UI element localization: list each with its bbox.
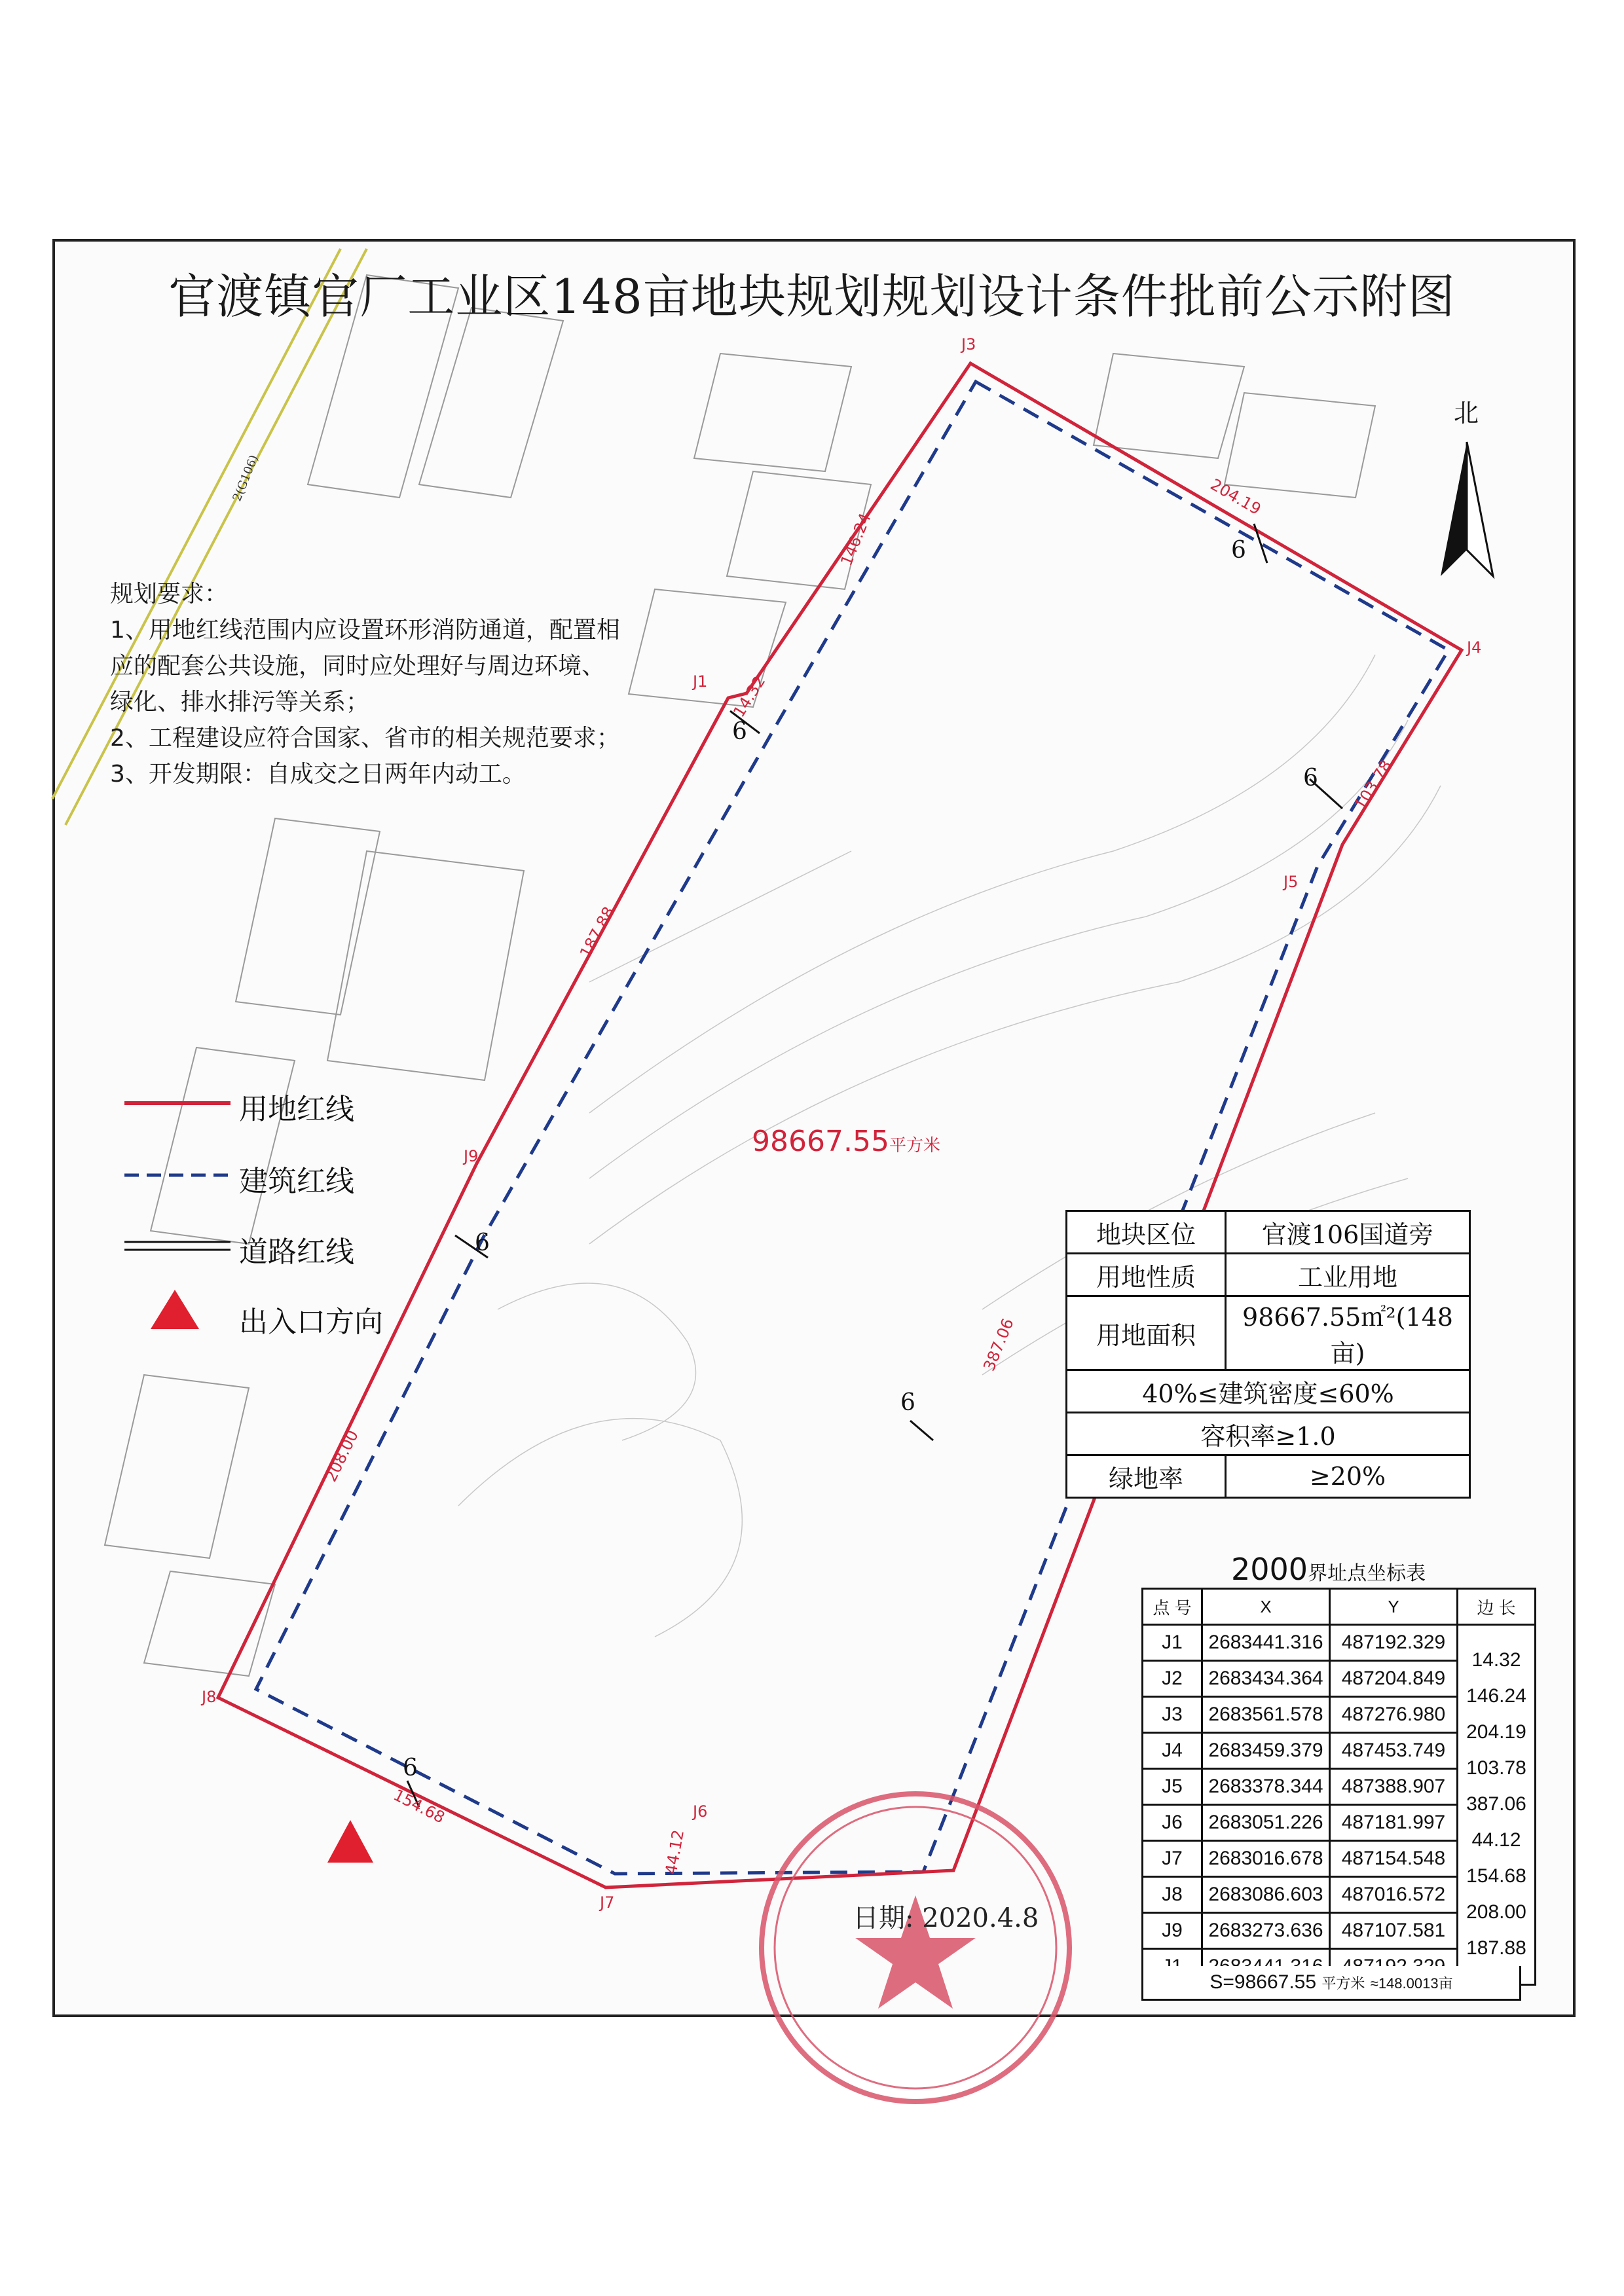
table-cell: 用地面积 (1067, 1296, 1226, 1370)
column-header: 边 长 (1458, 1589, 1536, 1625)
table-cell: 2683051.226 (1202, 1805, 1330, 1841)
edge-length: 187.88 (1458, 1937, 1534, 1959)
coord-title-year: 2000 (1231, 1552, 1308, 1587)
table-cell: 487276.980 (1330, 1697, 1458, 1733)
edge-length: 204.19 (1458, 1721, 1534, 1743)
table-cell: J9 (1143, 1913, 1202, 1949)
edge-length-cell (1458, 1625, 1536, 1671)
legend-item-boundary (121, 1079, 449, 1125)
road-label: 2(G106) (230, 453, 261, 503)
table-cell: 2683378.344 (1202, 1769, 1330, 1805)
point-label: J9 (464, 1147, 479, 1165)
land-info-table (1065, 1210, 1471, 1499)
table-row (1143, 1697, 1536, 1733)
table-row (1067, 1455, 1470, 1498)
table-cell: ≥20% (1226, 1455, 1470, 1498)
edge-length-cell (1458, 1841, 1536, 1887)
setback-label: 6 (1303, 765, 1318, 792)
table-row (1067, 1370, 1470, 1413)
setback-label: 6 (1231, 537, 1246, 564)
table-cell: J8 (1143, 1877, 1202, 1913)
north-label: 北 (1454, 399, 1479, 428)
point-label: J4 (1467, 638, 1482, 657)
table-cell: 2683016.678 (1202, 1841, 1330, 1877)
table-cell: 487388.907 (1330, 1769, 1458, 1805)
table-cell: J4 (1143, 1733, 1202, 1769)
table-cell: 2683086.603 (1202, 1877, 1330, 1913)
table-cell: 487453.749 (1330, 1733, 1458, 1769)
coord-title-text: 界址点坐标表 (1308, 1562, 1426, 1585)
table-row (1143, 1661, 1536, 1697)
table-row (1067, 1413, 1470, 1455)
table-row (1143, 1841, 1536, 1877)
table-cell: 2683273.636 (1202, 1913, 1330, 1949)
edge-length-cell (1458, 1877, 1536, 1923)
date-label: 日期: 2020.4.8 (853, 1903, 1039, 1933)
table-cell: 工业用地 (1226, 1254, 1470, 1296)
setback-label: 6 (403, 1755, 418, 1781)
table-cell: 487192.329 (1330, 1625, 1458, 1661)
column-header: Y (1330, 1589, 1458, 1625)
point-label: J8 (202, 1688, 217, 1706)
table-row (1143, 1625, 1536, 1661)
table-cell: J7 (1143, 1841, 1202, 1877)
table-cell: J5 (1143, 1769, 1202, 1805)
segment-length: 14.32 (729, 672, 769, 721)
edge-length-cell (1458, 1805, 1536, 1851)
edge-length-cell (1458, 1769, 1536, 1815)
coordinate-table (1141, 1588, 1536, 1986)
legend-label: 道路红线 (239, 1235, 354, 1269)
table-cell: 容积率≥1.0 (1067, 1413, 1470, 1455)
table-cell: 2683459.379 (1202, 1733, 1330, 1769)
total-unit: 平方米 (1321, 1975, 1365, 1992)
setback-label: 6 (475, 1230, 490, 1256)
table-cell: J2 (1143, 1661, 1202, 1697)
table-cell: 地块区位 (1067, 1211, 1226, 1254)
table-cell: 487204.849 (1330, 1661, 1458, 1697)
planning-requirements (110, 576, 673, 792)
page-title: 官渡镇官厂工业区148亩地块规划规划设计条件批前公示附图 (168, 269, 1456, 324)
table-cell: 官渡106国道旁 (1226, 1211, 1470, 1254)
edge-length-cell (1458, 1697, 1536, 1743)
requirement-line: 绿化、排水排污等关系； (110, 689, 370, 716)
edge-length: 208.00 (1458, 1901, 1534, 1923)
segment-length: 154.68 (390, 1785, 448, 1827)
north-arrow-icon (1441, 442, 1493, 576)
segment-length: 187.88 (576, 903, 619, 961)
point-label: J5 (1283, 873, 1299, 891)
table-cell: 绿地率 (1067, 1455, 1226, 1498)
edge-length: 14.32 (1458, 1649, 1534, 1671)
table-row (1143, 1877, 1536, 1913)
point-label: J3 (961, 335, 976, 354)
table-row (1143, 1805, 1536, 1841)
entrance-triangle (327, 1820, 373, 1863)
total-mu: ≈148.0013亩 (1370, 1975, 1453, 1992)
table-cell: J1 (1143, 1625, 1202, 1661)
table-cell: J3 (1143, 1697, 1202, 1733)
table-cell: 487181.997 (1330, 1805, 1458, 1841)
legend-item-setback (121, 1151, 449, 1197)
legend-label: 建筑红线 (239, 1165, 354, 1198)
edge-length-cell (1458, 1733, 1536, 1779)
segment-length: 146.24 (837, 510, 875, 569)
point-label: J1 (693, 672, 708, 691)
area-unit: 平方米 (889, 1136, 940, 1156)
segment-length: 44.12 (661, 1828, 688, 1876)
coord-table-title (1231, 1552, 1426, 1587)
table-cell: 2683561.578 (1202, 1697, 1330, 1733)
requirement-line: 应的配套公共设施，同时应处理好与周边环境、 (110, 653, 606, 680)
seal-stamp (762, 1794, 1069, 2102)
requirement-line: 1、用地红线范围内应设置环形消防通道，配置相 (110, 617, 620, 644)
column-header: X (1202, 1589, 1330, 1625)
setback-label: 6 (732, 718, 747, 745)
segment-length: 208.00 (322, 1427, 362, 1485)
legend-item-road (121, 1222, 449, 1267)
table-cell: 487154.548 (1330, 1841, 1458, 1877)
table-cell: 487107.581 (1330, 1913, 1458, 1949)
table-cell: 2683441.316 (1202, 1625, 1330, 1661)
table-row (1067, 1211, 1470, 1254)
requirement-line: 2、工程建设应符合国家、省市的相关规范要求； (110, 725, 620, 752)
edge-length-cell (1458, 1661, 1536, 1707)
edge-length: 44.12 (1458, 1829, 1534, 1851)
table-cell: 2683434.364 (1202, 1661, 1330, 1697)
total-area (1141, 1966, 1521, 2001)
table-row (1067, 1254, 1470, 1296)
point-label: J7 (600, 1893, 615, 1912)
table-row (1143, 1733, 1536, 1769)
segment-length: 103.78 (1350, 756, 1396, 814)
column-header: 点 号 (1143, 1589, 1202, 1625)
legend-label: 用地红线 (239, 1093, 354, 1126)
table-cell: J6 (1143, 1805, 1202, 1841)
setback-label: 6 (900, 1389, 915, 1416)
table-cell: 98667.55㎡²(148亩) (1226, 1296, 1470, 1370)
table-cell: 用地性质 (1067, 1254, 1226, 1296)
requirement-line: 3、开发期限：自成交之日两年内动工。 (110, 761, 526, 788)
total-value: S=98667.55 (1209, 1971, 1317, 1993)
segment-length: 204.19 (1207, 475, 1264, 519)
area-value: 98667.55 (752, 1125, 889, 1158)
table-header-row (1143, 1589, 1536, 1625)
edge-length: 146.24 (1458, 1685, 1534, 1707)
point-label: J6 (693, 1802, 708, 1821)
table-cell: 487016.572 (1330, 1877, 1458, 1913)
legend-item-entrance (121, 1292, 449, 1338)
table-cell: 40%≤建筑密度≤60% (1067, 1370, 1470, 1413)
edge-length: 154.68 (1458, 1865, 1534, 1887)
edge-length: 387.06 (1458, 1793, 1534, 1815)
table-row (1143, 1769, 1536, 1805)
area-label (752, 1125, 940, 1158)
segment-length: 387.06 (980, 1315, 1018, 1374)
legend-label: 出入口方向 (239, 1305, 383, 1339)
edge-length-cell (1458, 1913, 1536, 1959)
table-row (1143, 1913, 1536, 1949)
requirements-heading: 规划要求： (110, 581, 229, 608)
edge-length: 103.78 (1458, 1757, 1534, 1779)
table-row (1067, 1296, 1470, 1370)
